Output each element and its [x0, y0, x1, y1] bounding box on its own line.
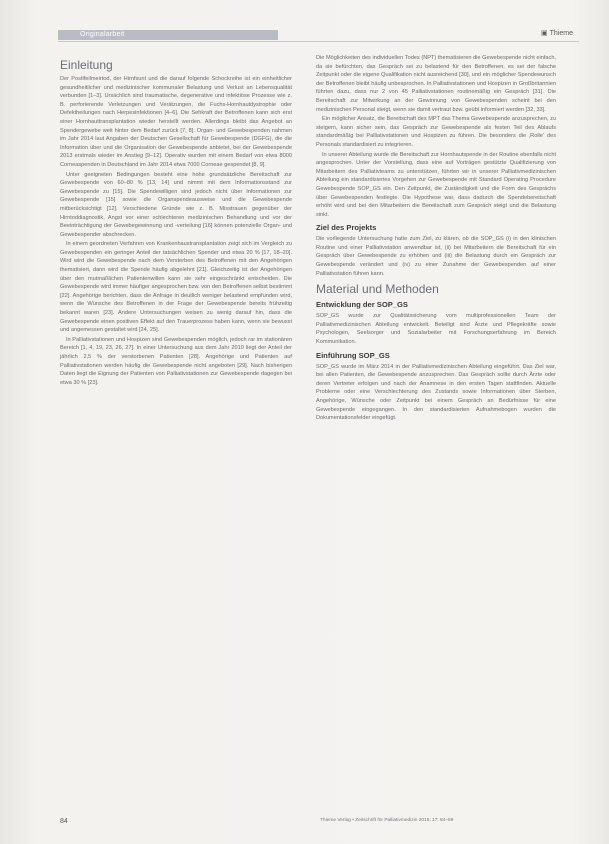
journal-logo-icon: ▣: [541, 30, 548, 37]
paragraph: Die Möglichkeiten des individuellen Todes (NPT) thematisieren die Gewebespende nicht einfach, da sie befürchten, das Gespräch sei zu belastend für den Betroffenen, es sei der falsche Zeitpunkt oder die eigene Qualifikation nicht ausreichend [30], und ein möglicher Spendewunsch der Betroffenen bleibt häufig unbesprochen. In Palliativstationen und Hospizen in Großbritannien führten dazu, dass nur 2 von 45 Palliativstationen routinemäßig ein Gespräch [31]. Die Bereitschaft zur Mitwirkung an der Gewinnung von Gewebespenden scheint bei den medizinischen Personal steigt, wenn sie damit vertraut bzw. geübt informiert werden [32, 33].: [316, 55, 556, 113]
header-rule: [58, 41, 579, 42]
paragraph: Die vorliegende Untersuchung hatte zum Ziel, zu klären, ob die SOP_GS (i) in den klinischen Routine und einer Palliativstation anwendbar ist, (ii) bei Mitarbeitern die Bereitschaft für ein Gespräch über Gewebespende zu erhöhen und (iii) die Belastung durch ein Gespräch zur Gewebespende verändert und (iv) zu einer Zunahme der Gewebespenden auf einer Palliativstation führen kann.: [316, 236, 556, 277]
left-column: [60, 54, 292, 388]
paragraph: Der Postlfeilmeirtod, der Hirnfsunt und die darauf folgende Schockreihe ist ein einheitlicher gesundheitlicher und medizinischer kommunaler Belastung und Verlust an Lebensqualität verbunden [1–3]. Ursächlich sind traumatische, degenerative und infektiöse Prozesse wie z. B. perforierende Verletzungen und Verätzungen, die Fuchs-Hornhautdystrophie oder Defektheilungen nach Herpesinfektionen [4–6]. Die Sehkraft der Betroffenen kann sich erst einer Hornhauttransplantation wieder herstellt werden. Allerdings bleibt das Angebot an Spendergewebe weit hinter dem Bedarf zurück [7, 8]. Organ- und Gewebespenden nahmen im Jahr 2014 laut Angaben der Deutschen Gesellschaft für Gewebespende (DGFG), die die Information über und die Organisation der Gewebespende anbietet, bei der Gewebespende 2013 erstmals wieder im Anstieg [9–12]. Operativ wurden mit einem Bedarf von etwa 8000 Corneaspenden in Deutschland im Jahr 2014 etwa 7000 Corneae gespendet [8, 9].: [60, 76, 292, 168]
subsection-title-einfuehrung: Einführung SOP_GS: [316, 350, 390, 360]
header-journal: [541, 29, 573, 39]
paragraph: In Palliativstationen und Hospizen sind Gewebespenden möglich, jedoch rar im stationären Bereich [1, 4, 19, 23, 26, 27]. In einer Untersuchung aus dem Jahr 2010 liegt der Anteil der jährlich 2,5 % der verstorbenen Patienten [28]. Angehörige und Patienten auf Palliativstationen werden häufig die Gewebespende nicht angeboten [29]. Nach bisherigen Daten liegt die Eignung der Patienten von Palliativstationen zur Gewebespende dagegen bei etwa 30 % [23].: [60, 336, 292, 386]
right-column: [316, 54, 556, 424]
paragraph: Ein möglicher Ansatz, die Bereitschaft des MPT das Thema Gewebespende anzusprechen, zu steigern, kann sicher sein, das Gespräch zur Gewebespende als festen Teil des Ablaufs standardmäßig bei Palliativstationen und Hospizen zu führen. Die besonders die ‚Rolle‘ des Personals standardisiert zu integrieren.: [316, 116, 556, 148]
paragraph: In einem geordneten Verfahren von Krankenhaustransplantation zeigt sich im Vergleich zu Gewebespenden ein geringer Anteil der tatsächlichen Spender und etwa 20 % [17, 18–20]. Wird wird die Gewebespende nach dem Versterben des Betroffenen mit den Angehörigen thematisiert, dann wird die Spende häufig abgelehnt [21]. Gleichzeitig ist der Angehörigen über den mutmaßlichen Patientenwillen kann sie sehr eingeschränkt entscheiden. Die Gewebespende wird immer häufiger angesprochen bzw. von den Betroffenen selbst bestimmt [22]. Angehörige berichten, dass die Anfrage in deutlich weniger belastend empfunden wird, wenn die Wünsche des Betroffenen in der Frage der Gewebespende bereits frühzeitig bekannt waren [23]. Andere Untersuchungen weisen zu wenig darauf hin, dass die Gewebespende einen positiven Effekt auf den Trauerprozess haben kann, wenn sie bewusst und angemessen gestaltet wird [24, 25].: [60, 241, 292, 334]
section-title-methoden: Material und Methoden: [316, 282, 439, 297]
paragraph: Unter geeigneten Bedingungen besteht eine hohe grundsätzliche Bereitschaft zur Gewebespende von 60–80 % [13, 14] und nimmt mit dem Informationsstand zur Gewebespende zu [15]. Die Spendewilligen sind jedoch nicht über Informationen zur Gewebespende [15] sowie die Organspendeausweise und die Gewebespende mitberücksichtigt [12]. Verschiedene Gründe wie z. B. Misstrauen gegenüber der Hirntoddiagnostik, Angst vor einer schlechteren medizinischen Behandlung und vor der Beeinträchtigung der Gewebegewinnung und -verteilung [16] können potenzielle Organ- und Gewebespender abschrecken.: [60, 171, 292, 238]
section-title-einleitung: Einleitung: [60, 58, 113, 72]
journal-name: Thieme: [549, 30, 573, 37]
subsection-title-ziel: Ziel des Projekts: [316, 223, 377, 233]
page-number: 84: [60, 818, 68, 825]
paragraph: SOP_GS wurde im März 2014 in der Palliativmedizinischen Abteilung eingeführt. Das Ziel war, bei allen Patienten, die Gewebespende anzusprechen. Das Gespräch sollte durch Ärzte oder deren Vertreter erfolgen und nach der Anamnese in den ersten Tagen stattfinden. Aktuelle Probleme oder eine Verschlechterung des Zustands sowie Informationen über Sterben, Angehörige, Wünsche oder Zeitpunkt bei einem Gespräch an Bedürfnisse für eine Gewebespende eingegangen. In den standardisierten Aufnahmebogen wurden die Dokumentationsfelder eingefügt.: [316, 363, 556, 422]
footer-reference: Thieme Verlag • Zeitschrift für Palliativmedizin 2016; 17: 84–89: [320, 818, 454, 823]
paragraph: SOP_GS wurde zur Qualitätssicherung vom multiprofessionellen Team der Palliativmedizinischen Abteilung entwickelt. Beteiligt sind Ärzte und Pflegekräfte sowie Psychologen, Seelsorger und Sozialarbeiter mit Forschungserfahrung im Bereich Kommunikation.: [316, 313, 556, 346]
subsection-title-entwicklung: Entwicklung der SOP_GS: [316, 300, 408, 310]
paragraph: In unserer Abteilung wurde die Bereitschaft zur Hornhautspende in der Routine ebenfalls nicht angesprochen. Unter der Vorstellung, dass eine auf Vorträgen gestützte Qualifizierung von Mitarbeitern des Palliativteams zu unterstützen, führten wir in unserer Palliativmedizinischen Abteilung ein standardisiertes Vorgehen zur Gewebespende mit Standard Operating Procedure Gewebespende SOP_GS ein. Den Zeitpunkt, die Zuständigkeit und die Form des Gesprächs über Gewebespenden festlegte. Die Hypothese war, dass dadurch die Spendebereitschaft erhöht wird und bei den Mitarbeitern die Bereitschaft zum Gespräch steigt und die Belastung sinkt.: [316, 151, 556, 218]
header-label: Originalarbeit: [80, 31, 125, 38]
